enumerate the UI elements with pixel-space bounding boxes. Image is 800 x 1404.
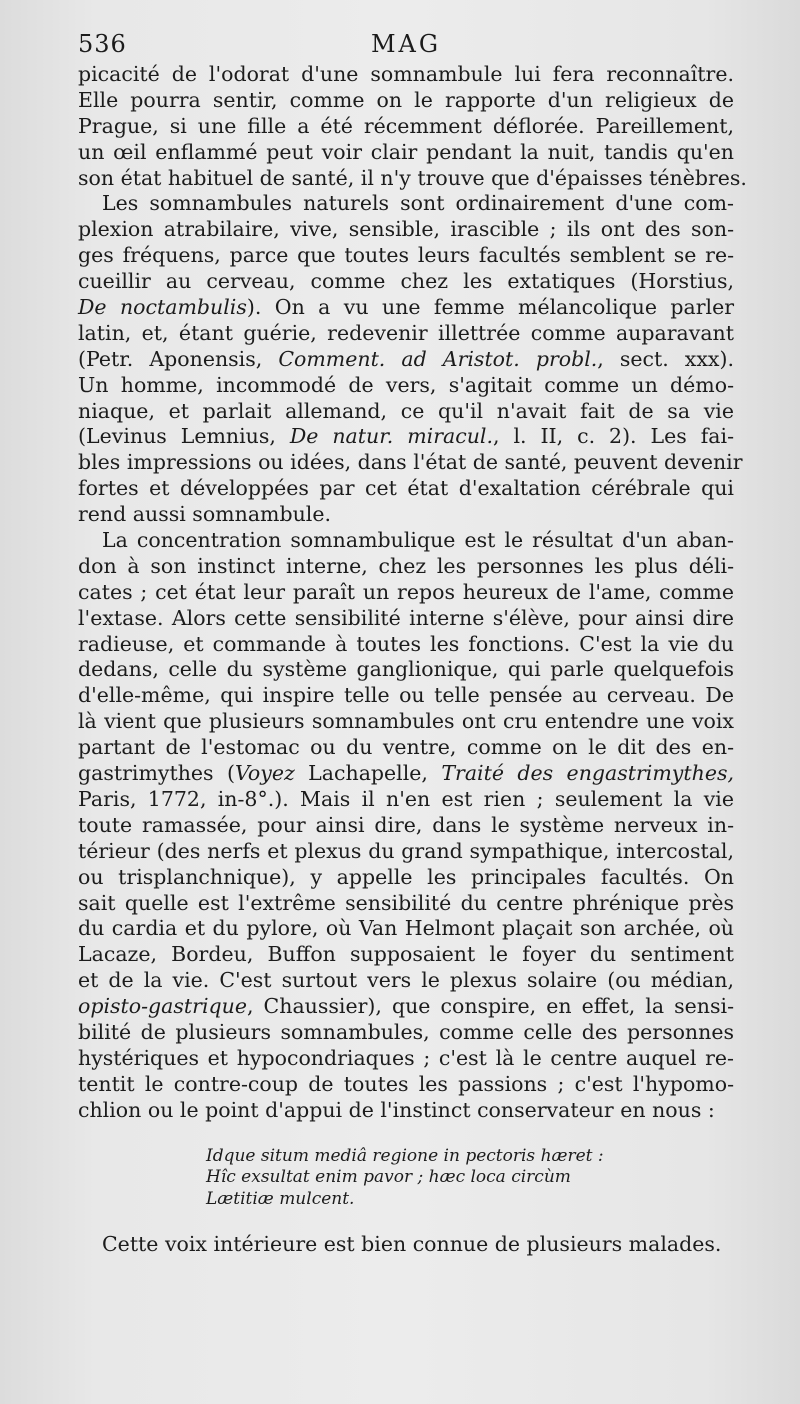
text-line: fortes et développées par cet état d'exaltation cérébrale qui bbox=[78, 476, 734, 501]
text-line: bilité de plusieurs somnambules, comme celle des personnes bbox=[78, 1019, 734, 1044]
text-line: Paris, 1772, in-8°.). Mais il n'en est rien ; seulement la vie bbox=[78, 786, 734, 811]
quote-line: Idque situm mediâ regione in pectoris hæret : bbox=[206, 1145, 604, 1166]
text-line: Elle pourra sentir, comme on le rapporte d'un religieux de bbox=[78, 87, 734, 112]
text-line: Un homme, incommodé de vers, s'agitait comme un démo- bbox=[78, 372, 734, 397]
text-line: radieuse, et commande à toutes les fonctions. C'est la vie du bbox=[78, 631, 734, 656]
quote-line: Hîc exsultat enim pavor ; hæc loca circùm bbox=[206, 1167, 571, 1188]
paragraphs bbox=[78, 62, 747, 1124]
page-number: 536 bbox=[78, 30, 127, 58]
text-line: Lacaze, Bordeu, Buffon supposaient le foyer du sentiment bbox=[78, 942, 734, 967]
text-line: du cardia et du pylore, où Van Helmont plaçait son archée, où bbox=[78, 916, 734, 941]
text-line: térieur (des nerfs et plexus du grand sympathique, intercostal, bbox=[78, 838, 734, 863]
paragraph bbox=[78, 191, 743, 528]
text-line: latin, et, étant guérie, redevenir illettrée comme auparavant bbox=[78, 320, 734, 345]
text-line: d'elle-même, qui inspire telle ou telle pensée au cerveau. De bbox=[78, 683, 734, 708]
text-line: Les somnambules naturels sont ordinairement d'une com- bbox=[102, 191, 734, 216]
text-line: hystériques et hypocondriaques ; c'est là le centre auquel re- bbox=[78, 1045, 734, 1070]
text-line: bles impressions ou idées, dans l'état de santé, peuvent devenir bbox=[78, 450, 743, 475]
text-line: (Petr. Aponensis, Comment. ad Aristot. probl., sect. xxx). bbox=[78, 346, 734, 371]
text-line: (Levinus Lemnius, De natur. miracul., l. II, c. 2). Les fai- bbox=[78, 424, 734, 449]
text-line: et de la vie. C'est surtout vers le plexus solaire (ou médian, bbox=[78, 968, 734, 993]
text-line: gastrimythes (Voyez Lachapelle, Traité des engastrimythes, bbox=[78, 761, 734, 786]
closing-line: Cette voix intérieure est bien connue de plusieurs malades. bbox=[102, 1232, 722, 1257]
text-line: De noctambulis). On a vu une femme mélancolique parler bbox=[78, 295, 734, 320]
text-line: Prague, si une fille a été récemment déflorée. Pareillement, bbox=[78, 113, 734, 138]
text-line: sait quelle est l'extrême sensibilité du centre phrénique près bbox=[78, 890, 734, 915]
text-line: picacité de l'odorat d'une somnambule lui fera reconnaître. bbox=[78, 62, 734, 86]
text-line: un œil enflammé peut voir clair pendant la nuit, tandis qu'en bbox=[78, 139, 734, 164]
paragraph bbox=[78, 528, 734, 1123]
text-line: partant de l'estomac ou du ventre, comme on le dit des en- bbox=[78, 735, 734, 760]
text-line: opisto-gastrique, Chaussier), que conspire, en effet, la sensi- bbox=[78, 994, 734, 1019]
text-line: cueillir au cerveau, comme chez les extatiques (Horstius, bbox=[78, 269, 734, 294]
text-line: don à son instinct interne, chez les personnes les plus déli- bbox=[78, 553, 734, 578]
text-line: cates ; cet état leur paraît un repos heureux de l'ame, comme bbox=[78, 579, 734, 604]
text-line: chlion ou le point d'appui de l'instinct conservateur en nous : bbox=[78, 1097, 715, 1122]
text-line: ges fréquens, parce que toutes leurs facultés semblent se re- bbox=[78, 243, 734, 268]
text-line: niaque, et parlait allemand, ce qu'il n'avait fait de sa vie bbox=[78, 398, 734, 423]
text-line: tentit le contre-coup de toutes les passions ; c'est l'hypomo- bbox=[78, 1071, 734, 1096]
paragraph bbox=[78, 62, 747, 191]
text-line: La concentration somnambulique est le résultat d'un aban- bbox=[102, 528, 734, 553]
text-line: dedans, celle du système ganglionique, qui parle quelquefois bbox=[78, 657, 734, 682]
body-text bbox=[78, 62, 747, 1258]
text-line: son état habituel de santé, il n'y trouve que d'épaisses ténèbres. bbox=[78, 165, 747, 190]
text-line: là vient que plusieurs somnambules ont cru entendre une voix bbox=[78, 709, 734, 734]
text-line: l'extase. Alors cette sensibilité interne s'élève, pour ainsi dire bbox=[78, 605, 734, 630]
page-header bbox=[78, 30, 734, 64]
quote-line: Lætitiæ mulcent. bbox=[206, 1188, 355, 1209]
text-line: rend aussi somnambule. bbox=[78, 502, 332, 527]
text-line: plexion atrabilaire, vive, sensible, irascible ; ils ont des son- bbox=[78, 217, 734, 242]
running-head: MAG bbox=[370, 30, 442, 58]
latin-quote bbox=[78, 1146, 734, 1211]
text-line: ou trisplanchnique), y appelle les principales facultés. On bbox=[78, 864, 734, 889]
text-line: toute ramassée, pour ainsi dire, dans le système nerveux in- bbox=[78, 812, 734, 837]
